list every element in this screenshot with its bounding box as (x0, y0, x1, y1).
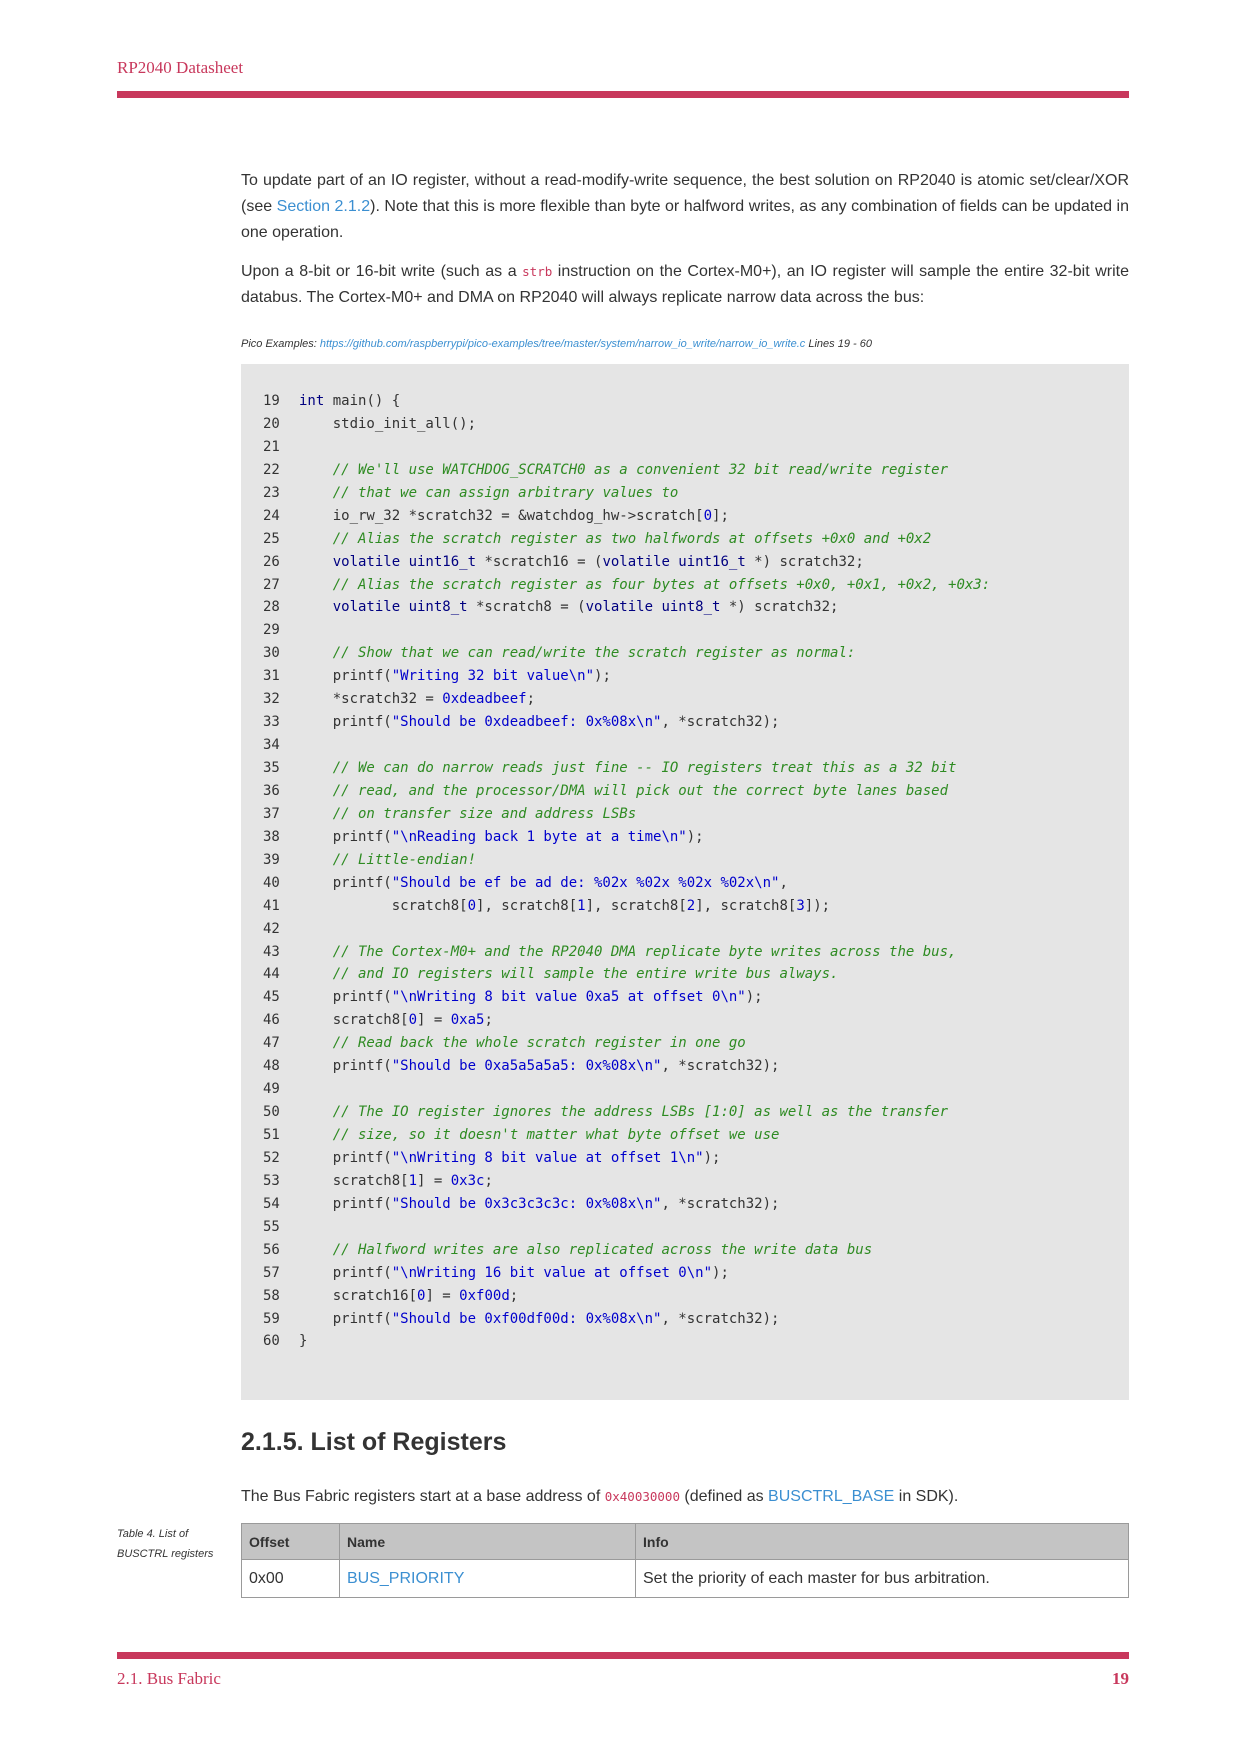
code-line (263, 1170, 1129, 1193)
code-text (299, 849, 476, 872)
code-token: volatile uint16_t (602, 553, 746, 570)
code-line (263, 1285, 1129, 1308)
line-number: 59 (263, 1310, 280, 1327)
code-line (263, 642, 1129, 665)
code-token (299, 531, 333, 547)
code-token: stdio_init_all(); (299, 415, 477, 432)
header-name: Name (340, 1524, 636, 1560)
code-token (299, 1104, 333, 1120)
line-number: 52 (263, 1149, 280, 1166)
code-text (299, 482, 678, 505)
code-token: , *scratch32); (661, 1310, 780, 1327)
code-token: 0 (408, 1012, 418, 1029)
line-number: 44 (263, 966, 280, 983)
line-number: 28 (263, 599, 280, 616)
code-text (299, 413, 476, 436)
bus-priority-link[interactable]: BUS_PRIORITY (347, 1569, 465, 1587)
code-token: ], scratch8[ (585, 897, 687, 914)
code-token: // The IO register ignores the address LSBs [1:0] as well as the transfer (332, 1104, 949, 1121)
register-offset: 0x00 (242, 1560, 340, 1598)
code-token: , *scratch32); (661, 1058, 780, 1075)
code-text (299, 596, 838, 619)
code-text (299, 1055, 779, 1078)
code-text (299, 803, 636, 826)
line-number: 24 (263, 507, 280, 524)
strb-code: strb (522, 264, 553, 279)
code-token: printf( (299, 874, 392, 891)
code-line (263, 459, 1129, 482)
code-line (263, 619, 1129, 642)
code-token: printf( (299, 668, 392, 685)
code-token: int (299, 393, 325, 409)
line-number: 42 (263, 920, 280, 937)
code-line (263, 390, 1129, 413)
code-token: // The Cortex-M0+ and the RP2040 DMA replicate byte writes across the bus, (332, 943, 957, 960)
code-line (263, 1009, 1129, 1032)
code-token: // on transfer size and address LSBs (332, 805, 637, 822)
code-token: scratch8[ (299, 1172, 409, 1189)
line-number: 26 (263, 553, 280, 570)
code-text (299, 986, 763, 1009)
code-token: // that we can assign arbitrary values to (332, 484, 679, 501)
code-text (299, 642, 855, 665)
section-text-c: in SDK). (894, 1488, 959, 1505)
code-token: ], scratch8[ (476, 897, 578, 914)
code-token (299, 462, 333, 478)
line-number: 51 (263, 1127, 280, 1143)
line-number: 29 (263, 622, 280, 639)
code-line (263, 1193, 1129, 1216)
code-caption-prefix: Pico Examples: (241, 338, 320, 350)
line-number: 41 (263, 897, 280, 914)
code-token: // Alias the scratch register as two halfwords at offsets +0x0 and +0x2 (332, 530, 932, 547)
code-token: 0 (467, 897, 477, 914)
code-token: ], scratch8[ (695, 897, 797, 914)
table-caption: Table 4. List of BUSCTRL registers (117, 1528, 214, 1560)
code-line (263, 1124, 1129, 1147)
code-token (299, 760, 333, 776)
code-token: "Writing 32 bit value\n" (391, 668, 595, 685)
code-token: main() { (324, 393, 401, 409)
intro-paragraph-1 (241, 168, 1129, 246)
code-token: *) scratch32; (720, 599, 839, 616)
code-token: 0xa5 (450, 1012, 485, 1029)
line-number: 49 (263, 1081, 280, 1098)
code-token: // read, and the processor/DMA will pick out the correct byte lanes based (332, 782, 949, 799)
code-token: "Should be 0x3c3c3c3c: 0x%08x\n" (391, 1195, 662, 1212)
code-text (299, 1308, 779, 1331)
code-text (299, 1101, 948, 1124)
line-number: 20 (263, 415, 280, 432)
base-address-paragraph (241, 1484, 958, 1510)
line-number: 22 (263, 461, 280, 478)
line-number: 48 (263, 1058, 280, 1075)
line-number: 57 (263, 1264, 280, 1281)
footer-section-title: 2.1. Bus Fabric (117, 1669, 221, 1688)
code-line (263, 413, 1129, 436)
page-number: 19 (1112, 1669, 1129, 1688)
code-text (299, 826, 704, 849)
code-token: "\nWriting 16 bit value at offset 0\n" (391, 1264, 713, 1281)
code-token: 0xdeadbeef (442, 691, 527, 708)
code-token (299, 577, 333, 593)
code-token: // We'll use WATCHDOG_SCRATCH0 as a convenient 32 bit read/write register (332, 461, 949, 478)
header-rule (117, 91, 1129, 98)
code-token: *scratch8 = ( (467, 599, 586, 616)
code-token (299, 645, 333, 661)
code-token: "\nWriting 8 bit value at offset 1\n" (391, 1149, 704, 1166)
code-text (299, 1124, 779, 1147)
code-token: printf( (299, 989, 392, 1006)
code-text (299, 1239, 872, 1262)
line-number: 46 (263, 1012, 280, 1029)
code-token: "\nWriting 8 bit value 0xa5 at offset 0\n" (391, 989, 746, 1006)
code-token: ]; (712, 507, 729, 524)
code-token: ; (484, 1012, 493, 1029)
code-token: // Little-endian! (332, 851, 477, 868)
table-header-row (242, 1524, 1129, 1560)
code-text (299, 459, 948, 482)
code-line (263, 986, 1129, 1009)
code-token (299, 966, 333, 982)
intro-paragraph-2 (241, 259, 1129, 311)
code-token: // Halfword writes are also replicated across the write data bus (332, 1241, 873, 1258)
code-line (263, 528, 1129, 551)
code-text (299, 711, 779, 734)
code-token: printf( (299, 1149, 392, 1166)
code-token: // Read back the whole scratch register in one go (332, 1035, 746, 1052)
code-token: ); (745, 989, 763, 1006)
line-number: 43 (263, 943, 280, 960)
code-line (263, 711, 1129, 734)
code-caption-lines: Lines 19 - 60 (805, 338, 872, 350)
code-line (263, 1101, 1129, 1124)
running-header-title: RP2040 Datasheet (117, 58, 244, 77)
code-token: volatile uint8_t (585, 599, 721, 616)
code-text (299, 528, 931, 551)
line-number: 34 (263, 737, 280, 754)
code-line (263, 551, 1129, 574)
code-text (299, 895, 830, 918)
line-number: 53 (263, 1172, 280, 1189)
register-name-cell (340, 1560, 636, 1598)
code-line (263, 963, 1129, 986)
code-text (299, 1032, 746, 1055)
code-token: volatile uint16_t (332, 553, 477, 570)
code-text (299, 665, 611, 688)
code-token (299, 783, 333, 799)
header-offset: Offset (242, 1524, 340, 1560)
code-token: 0 (417, 1287, 426, 1304)
code-line (263, 1216, 1129, 1239)
line-number: 38 (263, 828, 280, 845)
code-token: *scratch16 = ( (476, 553, 603, 570)
code-line (263, 734, 1129, 757)
code-token: ); (686, 828, 704, 845)
code-line (263, 872, 1129, 895)
code-token (299, 599, 333, 615)
code-text (299, 688, 535, 711)
header-info: Info (636, 1524, 1129, 1560)
code-line (263, 918, 1129, 941)
intro-text (241, 168, 1129, 311)
code-token (299, 852, 333, 868)
code-token: io_rw_32 *scratch32 = &watchdog_hw->scratch[ (299, 507, 704, 524)
code-token: // size, so it doesn't matter what byte offset we use (332, 1127, 780, 1143)
code-text (299, 390, 400, 413)
line-number: 30 (263, 645, 280, 662)
code-token: 0 (703, 507, 713, 524)
section-2-1-2-link[interactable]: Section 2.1.2 (276, 198, 371, 215)
code-token: printf( (299, 714, 392, 731)
code-line (263, 826, 1129, 849)
code-token: ] = (417, 1172, 451, 1189)
code-line (263, 1032, 1129, 1055)
register-info: Set the priority of each master for bus arbitration. (636, 1560, 1129, 1598)
code-token: // Alias the scratch register as four bytes at offsets +0x0, +0x1, +0x2, +0x3: (332, 576, 991, 593)
code-text (299, 941, 956, 964)
code-token: scratch8[ (299, 1012, 409, 1029)
code-token: 0xf00d (459, 1287, 510, 1304)
line-number: 56 (263, 1241, 280, 1258)
line-number: 39 (263, 851, 280, 868)
busctrl-base-link[interactable]: BUSCTRL_BASE (768, 1488, 895, 1505)
code-token: 3 (796, 897, 805, 914)
code-token: ; (484, 1172, 493, 1189)
code-token: 1 (408, 1172, 418, 1189)
code-token (299, 1035, 333, 1051)
code-line (263, 1262, 1129, 1285)
line-number: 47 (263, 1035, 280, 1052)
code-line (263, 596, 1129, 619)
code-token (299, 485, 333, 501)
table-row (242, 1560, 1129, 1598)
code-token: 0x3c (450, 1172, 485, 1189)
code-text (299, 780, 948, 803)
code-line (263, 688, 1129, 711)
line-number: 31 (263, 668, 280, 685)
code-text (299, 1193, 779, 1216)
line-number: 21 (263, 438, 280, 455)
code-token: , *scratch32); (661, 714, 780, 731)
code-token: *) scratch32; (745, 553, 864, 570)
intro-p2-text-a: Upon a 8-bit or 16-bit write (such as a (241, 263, 523, 280)
code-token: // Show that we can read/write the scratch register as normal: (332, 645, 856, 662)
line-number: 50 (263, 1104, 280, 1121)
code-line (263, 941, 1129, 964)
code-text (299, 872, 788, 895)
intro-p2-text-b: instruction on the Cortex-M0+), an IO register will sample the entire 32-bit write databus. The Cortex-M0+ and DMA on RP2040 will always replicate narrow data across the bus: (241, 263, 1130, 306)
code-token: ); (594, 668, 611, 685)
code-caption (241, 338, 872, 350)
code-line (263, 780, 1129, 803)
code-line (263, 757, 1129, 780)
line-number: 25 (263, 530, 280, 547)
intro-p1-text-b: ). Note that this is more flexible than byte or halfword writes, as any combination of fields can be updated in one operation. (241, 198, 1130, 241)
intro-p1-text-a: To update part of an IO register, without a read-modify-write sequence, the best solution on RP2040 is atomic set/clear/XOR (see (241, 172, 1129, 215)
code-token: "\nReading back 1 byte at a time\n" (391, 828, 687, 845)
code-token: printf( (299, 1195, 392, 1212)
code-line (263, 1308, 1129, 1331)
code-line (263, 1239, 1129, 1262)
line-number: 54 (263, 1195, 280, 1212)
line-number: 32 (263, 691, 280, 708)
code-text (299, 1009, 493, 1032)
code-token (299, 944, 333, 960)
code-line (263, 505, 1129, 528)
code-line (263, 482, 1129, 505)
line-number: 37 (263, 805, 280, 822)
line-number: 19 (263, 393, 280, 409)
code-text (299, 505, 729, 528)
line-number: 40 (263, 874, 280, 891)
code-token: printf( (299, 1264, 392, 1281)
line-number: 27 (263, 576, 280, 593)
code-token: ] = (425, 1287, 460, 1304)
line-number: 36 (263, 782, 280, 799)
code-token: printf( (299, 828, 392, 845)
code-line (263, 849, 1129, 872)
code-token (299, 554, 333, 570)
line-number: 58 (263, 1287, 280, 1304)
code-line (263, 895, 1129, 918)
line-number: 33 (263, 714, 280, 731)
code-token: volatile uint8_t (332, 599, 468, 616)
register-table (241, 1523, 1129, 1598)
code-token (299, 1242, 333, 1258)
code-text (299, 574, 990, 597)
section-heading: 2.1.5. List of Registers (241, 1428, 507, 1456)
code-token: scratch16[ (299, 1287, 418, 1304)
code-line (263, 574, 1129, 597)
code-token: , *scratch32); (661, 1195, 780, 1212)
code-token: printf( (299, 1310, 392, 1327)
base-address-code: 0x40030000 (604, 1489, 680, 1504)
line-number: 55 (263, 1218, 280, 1235)
code-text (299, 757, 956, 780)
code-text (299, 1285, 518, 1308)
line-number: 23 (263, 484, 280, 501)
code-token: ]); (804, 897, 831, 914)
code-line (263, 1147, 1129, 1170)
code-token: } (299, 1333, 308, 1350)
code-token: scratch8[ (299, 897, 468, 914)
code-token: 1 (577, 897, 586, 914)
code-token: , (779, 874, 788, 891)
section-text-a: The Bus Fabric registers start at a base address of (241, 1488, 605, 1505)
code-line (263, 1078, 1129, 1101)
code-token (299, 1127, 333, 1143)
code-text (299, 963, 838, 986)
code-text (299, 551, 864, 574)
code-text (299, 1170, 493, 1193)
source-url-link[interactable]: https://github.com/raspberrypi/pico-examples/tree/master/system/narrow_io_write/narrow_io_write.c (319, 338, 806, 350)
code-token: "Should be 0xdeadbeef: 0x%08x\n" (391, 714, 662, 731)
code-line (263, 436, 1129, 459)
code-line (263, 1330, 1129, 1353)
code-token: ; (526, 691, 536, 708)
code-token: "Should be ef be ad de: %02x %02x %02x %02x\n" (391, 874, 780, 891)
code-token: *scratch32 = (299, 691, 443, 708)
code-token (299, 806, 333, 822)
code-token: // We can do narrow reads just fine -- IO registers treat this as a 32 bit (332, 760, 957, 776)
code-listing (241, 364, 1129, 1400)
code-token: ] = (417, 1012, 451, 1029)
code-token: ; (509, 1287, 519, 1304)
line-number: 60 (263, 1333, 280, 1350)
section-text-b: (defined as (679, 1488, 769, 1505)
code-token: ); (703, 1149, 721, 1166)
code-token: "Should be 0xa5a5a5a5: 0x%08x\n" (391, 1058, 662, 1075)
code-line (263, 665, 1129, 688)
code-token: ); (712, 1264, 729, 1281)
code-token: 2 (686, 897, 696, 914)
code-token: "Should be 0xf00df00d: 0x%08x\n" (391, 1310, 662, 1327)
code-line (263, 1055, 1129, 1078)
code-text (299, 1262, 729, 1285)
code-token: printf( (299, 1058, 392, 1075)
code-text (299, 1330, 307, 1353)
line-number: 35 (263, 760, 280, 776)
code-token: // and IO registers will sample the entire write bus always. (332, 966, 839, 983)
line-number: 45 (263, 989, 280, 1006)
code-line (263, 803, 1129, 826)
footer-rule (117, 1652, 1129, 1659)
code-text (299, 1147, 720, 1170)
